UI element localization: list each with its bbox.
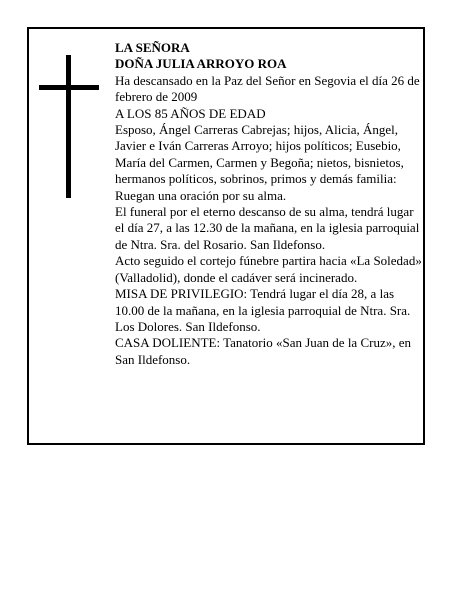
mass-info: MISA DE PRIVILEGIO: Tendrá lugar el día 28, a las 10.00 de la mañana, en la iglesia parroquial de Ntra. Sra. Los Dolores. San Ildefonso.	[115, 286, 411, 334]
cross-icon	[39, 55, 99, 198]
notice-text	[115, 40, 425, 368]
obituary-notice	[27, 27, 425, 445]
death-announcement: Ha descansado en la Paz del Señor en Segovia el día 26 de febrero de 2009	[115, 72, 420, 105]
deceased-name: DOÑA JULIA ARROYO ROA	[115, 56, 287, 72]
prayer-request: Ruegan una oración por su alma.	[115, 187, 287, 203]
family-list: Esposo, Ángel Carreras Cabrejas; hijos, Alicia, Ángel, Javier e Iván Carreras Arroyo; hijos políticos; Eusebio, María del Carmen, Carmen y Begoña; nietos, bisnietos, hermanos políticos, sobrinos, primos y demás familia:	[115, 122, 404, 187]
cortege-info: Acto seguido el cortejo fúnebre partira hacia «La Soledad» (Valladolid), donde el cadáver será incinerado.	[115, 253, 422, 285]
funeral-info: El funeral por el eterno descanso de su alma, tendrá lugar el día 27, a las 12.30 de la mañana, en la iglesia parroquial de Ntra. Sra. del Rosario. San Ildefonso.	[115, 204, 420, 252]
honorific: LA SEÑORA	[115, 40, 190, 55]
cross-horizontal-bar	[39, 85, 99, 90]
mourning-house: CASA DOLIENTE: Tanatorio «San Juan de la Cruz», en San Ildefonso.	[115, 335, 411, 367]
cross-vertical-bar	[66, 55, 71, 198]
age-line: A LOS 85 AÑOS DE EDAD	[115, 105, 266, 121]
